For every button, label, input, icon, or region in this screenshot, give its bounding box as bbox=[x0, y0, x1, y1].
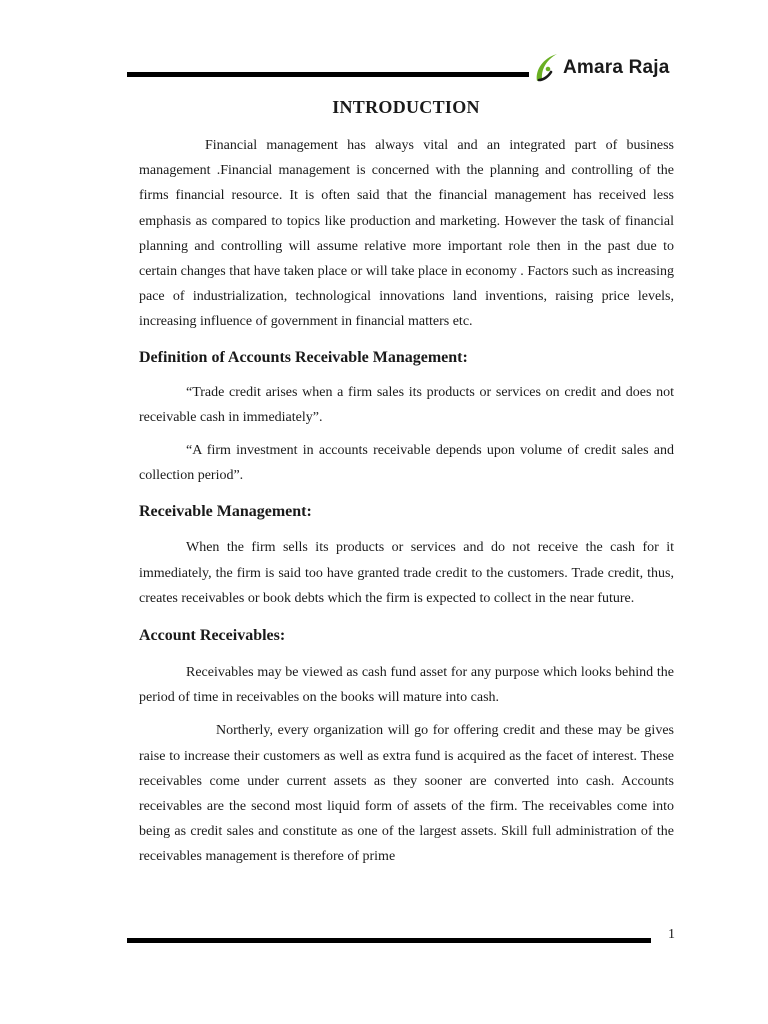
receivable-management-paragraph: When the firm sells its products or services and do not receive the cash for it immediately, the firm is said too have granted trade credit to the customers. Trade credit, thus, creates receivables or book debts which the firm is expected to collect in the near future. bbox=[139, 540, 674, 606]
document-body bbox=[139, 133, 674, 870]
account-receivables-paragraph-1: Receivables may be viewed as cash fund asset for any purpose which looks behind the period of time in receivables on the books will mature into cash. bbox=[139, 665, 674, 706]
definition-quote-1: “Trade credit arises when a firm sales its products or services on credit and does not receivable cash in immediately”. bbox=[139, 384, 674, 425]
company-logo bbox=[531, 50, 691, 86]
page-title: INTRODUCTION bbox=[332, 97, 480, 117]
account-receivables-paragraph-2: Northerly, every organization will go for offering credit and these may be gives raise to increase their customers as well as extra fund is acquired as the facet of interest. These receivables come under current assets as they sooner are converted into cash. Accounts receivables are the second most liquid form of assets of the firm. The receivables come into being as credit sales and constitute as one of the largest assets. Skill full administration of the receivables management is therefore of prime bbox=[139, 723, 674, 865]
logo-text: Amara Raja bbox=[563, 57, 670, 78]
account-receivables-heading: Account Receivables: bbox=[139, 627, 286, 645]
footer-rule bbox=[127, 938, 651, 943]
page-number: 1 bbox=[668, 927, 675, 942]
receivable-management-heading: Receivable Management: bbox=[139, 503, 312, 521]
amara-raja-swoosh-icon bbox=[531, 50, 561, 86]
definition-quote-2: “A firm investment in accounts receivable depends upon volume of credit sales and collection period”. bbox=[139, 443, 674, 484]
intro-paragraph: Financial management has always vital and an integrated part of business management .Financial management is concerned with the planning and controlling of the firms financial resource. It is often said that the financial management has received less emphasis as compared to topics like production and marketing. However the task of financial planning and controlling will assume relative more important role then in the past due to certain changes that have taken place or will take place in economy . Factors such as increasing pace of industrialization, technological innovations land inventions, raising price levels, increasing influence of government in financial matters etc. bbox=[139, 138, 674, 330]
header-rule bbox=[127, 72, 529, 77]
definition-heading: Definition of Accounts Receivable Management: bbox=[139, 348, 468, 366]
